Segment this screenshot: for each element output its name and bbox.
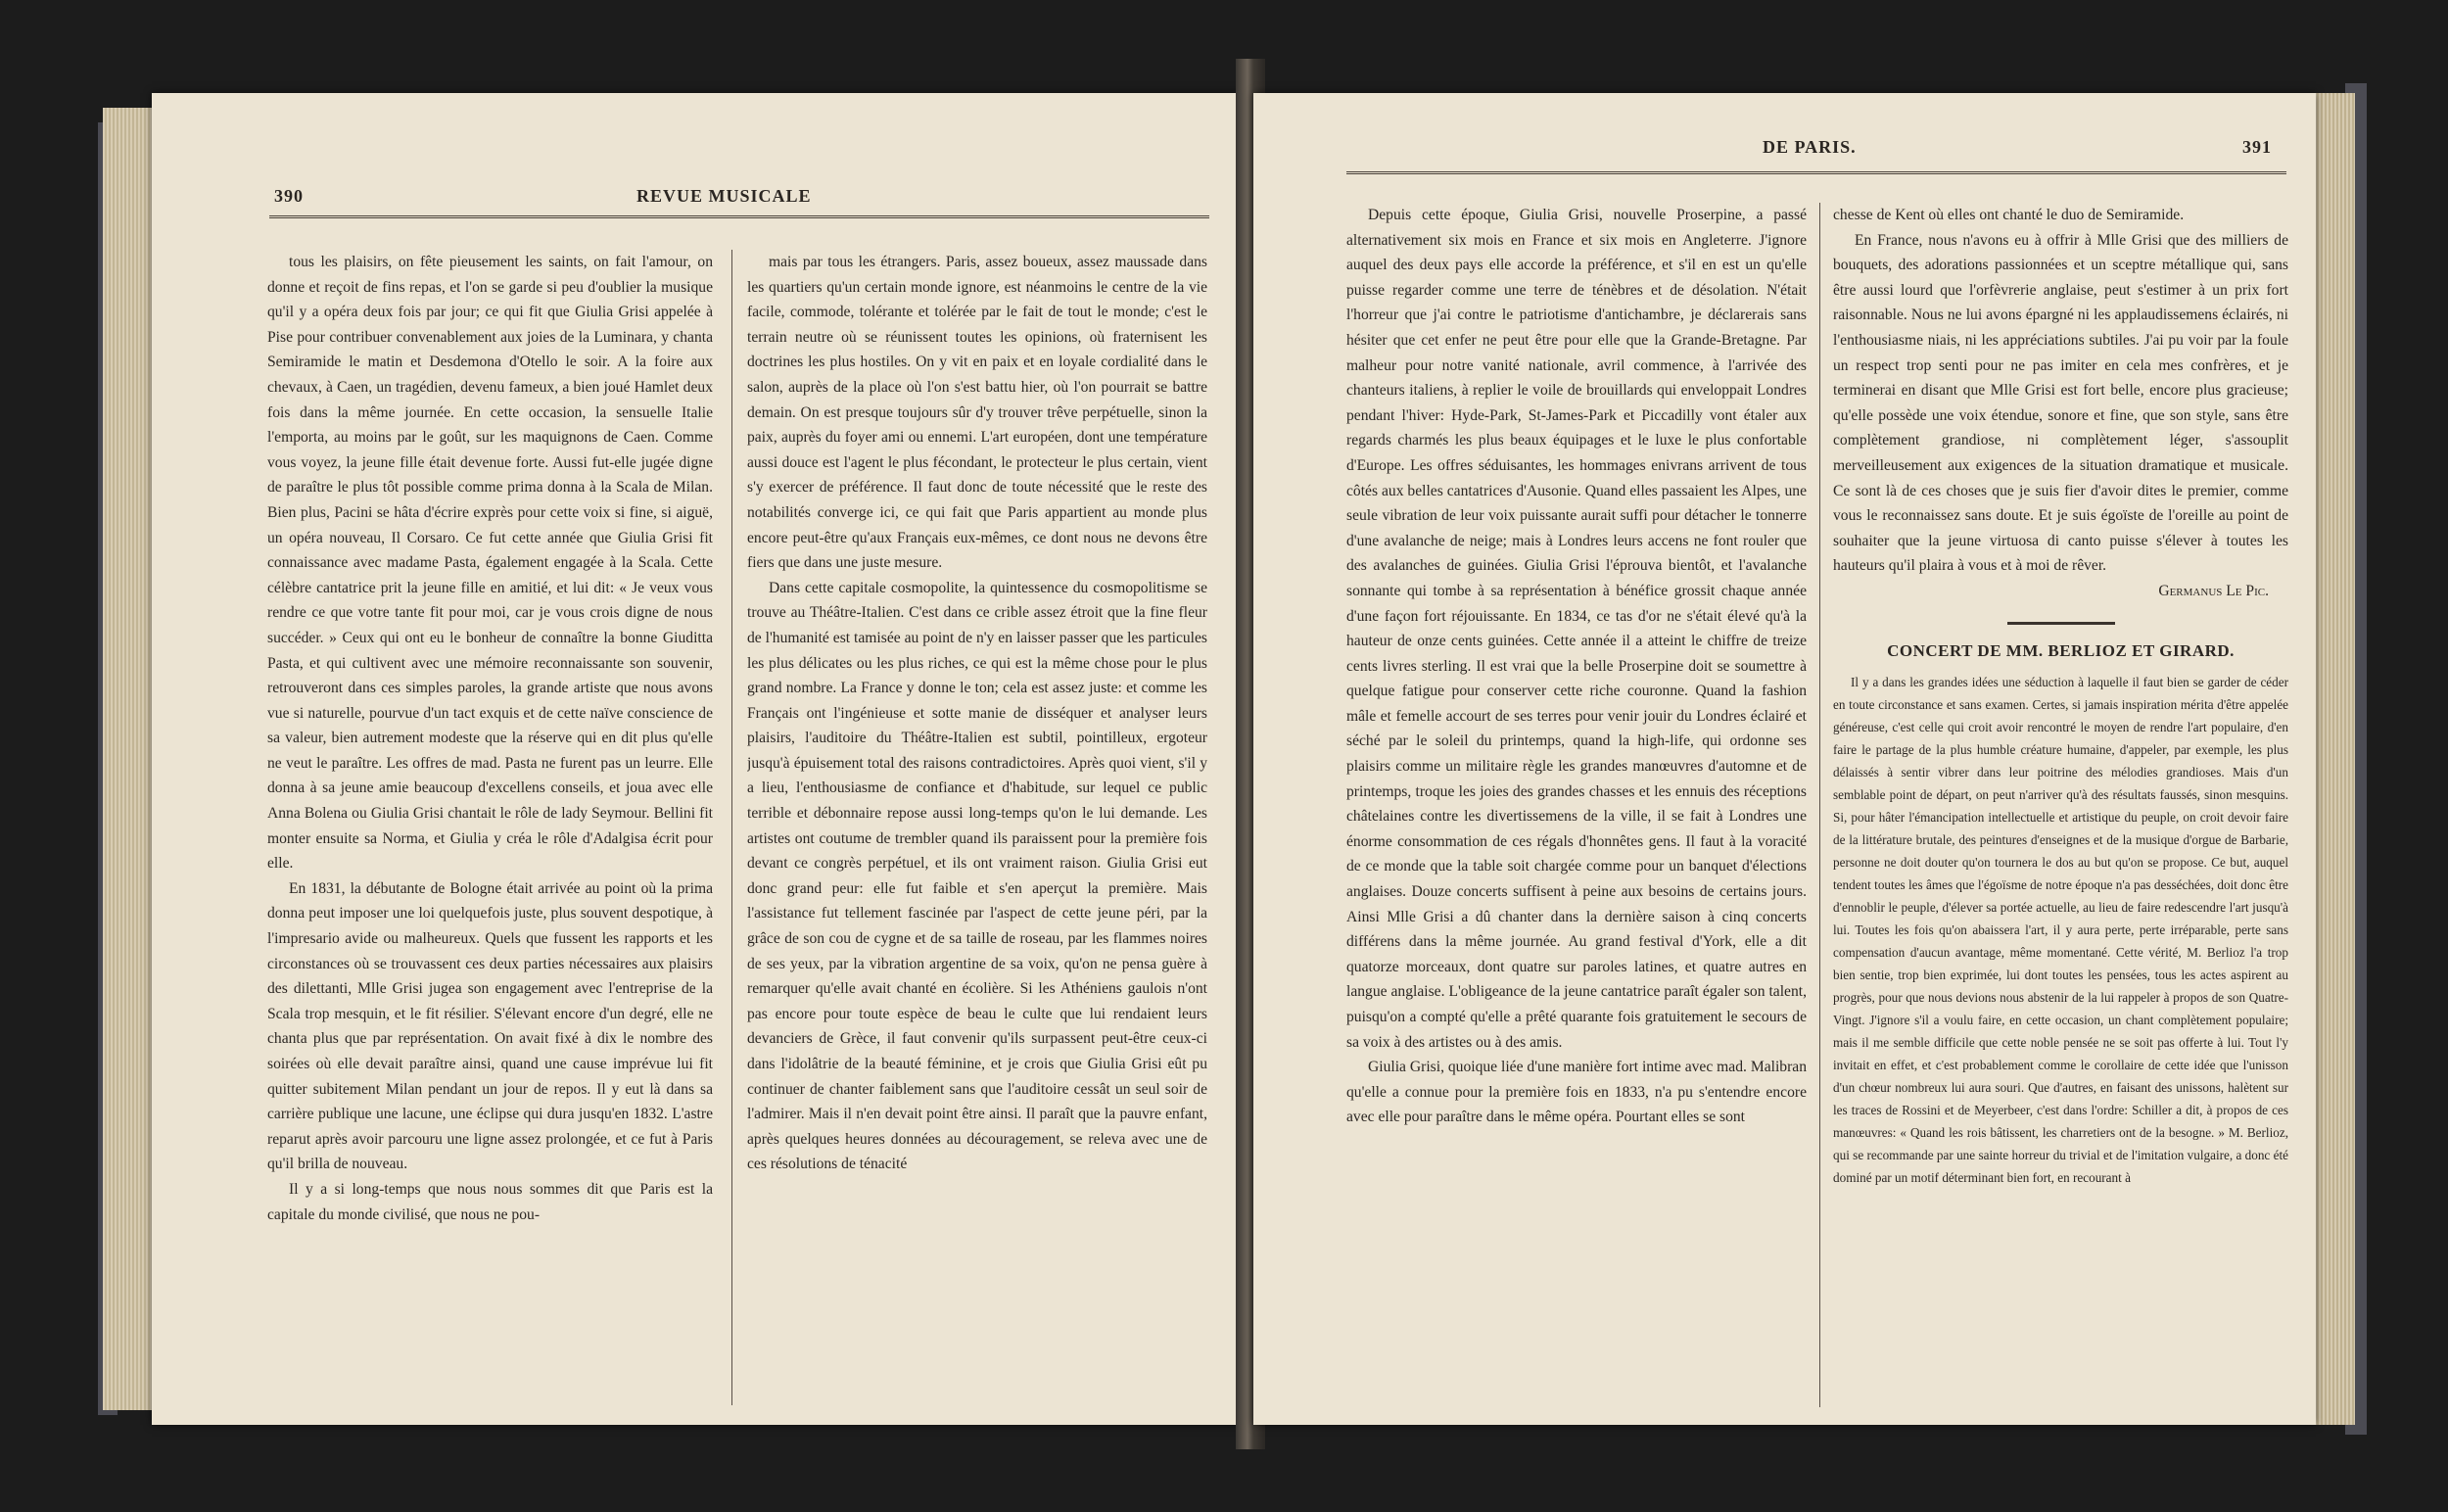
- right-page: [1253, 93, 2316, 1425]
- page-edges-left: [103, 108, 157, 1410]
- article-body: [1833, 671, 2288, 1189]
- article-title: CONCERT DE MM. BERLIOZ ET GIRARD.: [1887, 640, 2235, 660]
- left-page: [152, 93, 1253, 1425]
- paragraph: Giulia Grisi, quoique liée d'une manière fort intime avec mad. Malibran qu'elle a connue pour la première fois en 1833, n'a pu s'entendre encore avec elle pour paraître dans le même opéra. Pourtant elles se sont: [1346, 1059, 1807, 1126]
- paragraph: chesse de Kent où elles ont chanté le duo de Semiramide.: [1833, 207, 2185, 223]
- column-divider: [1819, 203, 1820, 1407]
- page-edges-right: [2311, 93, 2355, 1425]
- left-page-number: 390: [274, 186, 304, 206]
- paragraph: Il y a dans les grandes idées une séduction à laquelle il faut bien se garder de céder en toute circonstance et sans examen. Certes, si jamais inspiration mérita d'être appelée généreuse, c'est celle qui croit avoir rencontré le moyen de rendre l'art populaire, d'en faire le partage de la plus humble créature humaine, d'appeler, par exemple, les plus délaissés à sentir vibrer dans leur poitrine des mélodies grandioses. Mais d'un semblable point de départ, on peut n'arriver qu'à des résultats faussés, sinon mesquins. Si, pour hâter l'émancipation intellectuelle et artistique du peuple, on croit devoir faire de la littérature brutale, des peintures d'enseignes et de la musique d'orgue de Barbarie, personne ne doit douter qu'on tournera le dos au but qu'on se propose. Ce but, auquel tendent toutes les âmes que l'égoïsme de notre époque n'a pas desséchées, doit donc être d'ennoblir le peuple, d'élever sa portée actuelle, au lieu de faire redescendre l'art jusqu'à lui. Toutes les fois qu'on abaissera l'art, il y aura perte, perte irréparable, perte sans compensation d'aucun avantage, même momentané. Cette vérité, M. Berlioz l'a trop bien sentie, trop bien exprimée, lui dont toutes les pensées, tous les actes aspirent au progrès, pour que nous devions nous abstenir de la lui rappeler à propos de son Quatre-Vingt. J'ignore s'il a voulu faire, en cette occasion, un chant complètement populaire; mais il me semble difficile que cette noble pensée ne se soit pas offerte à lui. Tout l'y invitait en effet, et c'est probablement comme le corollaire de cette idée que l'unisson d'un chœur nombreux lui aura souri. Que d'autres, en faisant des unissons, halètent sur les traces de Rossini et de Meyerbeer, c'est dans l'ordre: Schiller a dit, à propos de ces manœuvres: « Quand les rois bâtissent, les charretiers ont de la besogne. » M. Berlioz, qui se recommande par une sainte horreur du trivial et de l'imitation vulgaire, a donc été dominé par un motif déterminant bien fort, en recourant à: [1833, 675, 2288, 1186]
- paragraph: En France, nous n'avons eu à offrir à Mlle Grisi que des milliers de bouquets, des adorations passionnées et un sceptre métallique qui, sans être aussi lourd que l'orfèvrerie anglaise, peut s'estimer à un prix fort raisonnable. Nous ne lui avons épargné ni les applaudissemens éclairés, ni l'enthousiasme niais, ni les appréciations subtiles. J'ai pu voir par la foule un respect trop senti pour ne pas imiter en cela mes confrères, et je terminerai en disant que Mlle Grisi est fort belle, encore plus gracieuse; qu'elle possède une voix étendue, sonore et fine, que son style, sans être complètement grandiose, ni complètement léger, s'assouplit merveilleusement aux exigences de la situation dramatique et musicale. Ce sont là de ces choses que je suis fier d'avoir dites le premier, comme vous le reconnaissez sans doute. Et je suis égoïste de l'oreille au point de souhaiter que la jeune virtuosa di canto puisse s'élever à toutes les hauteurs qu'il plaira à vous et à moi de rêver.: [1833, 231, 2288, 575]
- right-column-2: [1833, 203, 2288, 1407]
- paragraph: tous les plaisirs, on fête pieusement les saints, on fait l'amour, on donne et reçoit de fins repas, et l'on se garde si peu d'oublier la musique qu'il y a opéra deux fois par jour; ce qui fit que Giulia Grisi appelée à Pise pour contribuer convenablement aux joies de la Luminara, y chanta Semiramide le matin et Desdemona d'Otello le soir. A la foire aux chevaux, à Caen, un tragédien, devenu fameux, a bien joué Hamlet deux fois dans la même journée. En cette occasion, la sensuelle Italie l'emporta, au moins par le goût, sur les maquignons de Caen. Comme vous voyez, la jeune fille était devenue forte. Aussi fut-elle jugée digne de paraître le plus tôt possible comme prima donna à la Scala de Milan. Bien plus, Pacini se hâta d'écrire exprès pour cette voix si fine, si aiguë, un opéra nouveau, Il Corsaro. Ce fut cette année que Giulia Grisi fit connaissance avec madame Pasta, également engagée à la Scala. Cette célèbre cantatrice prit la jeune fille en amitié, et lui dit: « Je veux vous rendre ce que votre tante fit pour moi, car je vous crois digne de nous succéder. » Ceux qui ont eu le bonheur de connaître la bonne Giuditta Pasta, et qui cultivent avec une mémoire reconnaissante son souvenir, retrouveront dans ces simples paroles, la grande artiste que nous avons vue si naturelle, pourvue d'un tact exquis et de cette naïve conscience de sa valeur, bien autrement modeste que la réserve qui en dit plus qu'elle ne veut le paraître. Les offres de mad. Pasta ne furent pas un leurre. Elle donna à sa jeune amie beaucoup d'excellens conseils, et joua avec elle Anna Bolena ou Giulia Grisi chantait le rôle de lady Seymour. Bellini fit monter ensuite sa Norma, et Giulia y créa le rôle d'Adalgisa écrit pour elle.: [267, 254, 713, 873]
- section-divider: [2007, 622, 2115, 625]
- left-header-rule: [269, 215, 1209, 218]
- right-running-head: DE PARIS.: [1763, 137, 1857, 157]
- paragraph: En 1831, la débutante de Bologne était arrivée au point où la prima donna peut imposer une loi quelquefois juste, plus souvent despotique, à l'impresario avide ou malheureux. Quels que fussent les rapports et les circonstances où se trouvassent ces deux parties nécessaires aux plaisirs des dilettanti, Mlle Grisi jugea son engagement avec l'entreprise de la Scala trop mesquin, et le fit résilier. S'élevant encore d'un degré, elle ne chanta plus que par représentation. On avait fixé à dix le nombre des soirées où elle devait paraître ainsi, quand une cause imprévue lui fit quitter subitement Milan pendant un jour de repos. Il y eut là dans sa carrière publique une lacune, une éclipse qui dura jusqu'en 1832. L'astre reparut après avoir parcouru une ligne assez prolongée, et ce fut à Paris qu'il brilla de nouveau.: [267, 879, 713, 1173]
- right-header-rule: [1346, 171, 2286, 174]
- paragraph: Depuis cette époque, Giulia Grisi, nouvelle Proserpine, a passé alternativement six mois en France et six mois en Angleterre. J'ignore auquel des deux pays elle accorde la préférence, et s'il en est un qu'elle puisse regarder comme une terre de ténèbres et de désolation. N'était l'horreur que j'ai contre le patriotisme d'antichambre, je déclarerais sans hésiter que cet enfer ne peut être pour elle que la Grande-Bretagne. Par malheur pour notre vanité nationale, avril commence, à l'arrivée des chanteurs italiens, à replier le voile de brouillards qui enveloppait Londres pendant l'hiver: Hyde-Park, St-James-Park et Piccadilly vont étaler aux regards charmés les plus beaux équipages et le luxe le plus confortable d'Europe. Les offres séduisantes, les hommages enivrans arrivent de tous côtés aux belles cantatrices d'Ausonie. Quand elles passaient les Alpes, une seule vibration de leur voix puissante aurait suffi pour détacher le tonnerre d'une avalanche de neige; mais à Londres leurs accens ne font rouler que des avalanches de guinées. Giulia Grisi l'éprouva bientôt, et l'avalanche sonnante qui tombe à sa représentation à bénéfice grossit chaque année d'une façon fort réjouissante. En 1834, ce tas d'or ne s'était élevé qu'à la hauteur de onze cents guinées. Cette année il a atteint le chiffre de treize cents livres sterling. Il est vrai que la belle Proserpine doit se soumettre à quelque fatigue pour conserver cette riche couronne. Quand la fashion mâle et femelle accourt de ses terres pour venir jouir du Londres éclairé et séché par le soleil du printemps, quand la high-life, qui ordonne ses plaisirs comme un militaire règle les grandes manœuvres d'automne et de printemps, troque les joies des grandes chasses et les ennuis des réceptions châtelaines contre les divertissemens de la ville, il se fait à Londres une énorme consommation de ces régals d'honnêtes gens. Il faut à la voracité de ce monde que la table soit chargée comme pour un banquet d'élections anglaises. Douze concerts suffisent à peine aux besoins de certains jours. Ainsi Mlle Grisi a dû chanter dans la dernière saison à cinq concerts différens dans la même journée. Au grand festival d'York, elle a dit quatorze morceaux, dont quatre sur paroles latines, et quatre autres en langue anglaise. L'obligeance de la jeune cantatrice paraît égaler son talent, puisqu'on a compté qu'elle a prêté quarante fois gratuitement le secours de sa voix à des artistes ou à des amis.: [1346, 207, 1807, 1051]
- column-divider: [731, 250, 732, 1405]
- paragraph: mais par tous les étrangers. Paris, assez boueux, assez maussade dans les quartiers qu'un certain monde ignore, est néanmoins le centre de la vie facile, commode, tolérante et tolérée par le fait de tout le monde; c'est le terrain neutre où se réunissent toutes les opinions, où fraternisent les doctrines les plus hostiles. On y vit en paix et en loyale cordialité dans le salon, auprès de la place où l'on s'est battu hier, où l'on pourrait se battre demain. On est presque toujours sûr d'y trouver trêve perpétuelle, sinon la paix, auprès du foyer ami ou ennemi. L'art européen, dont une température aussi douce est l'agent le plus fécondant, le protecteur le plus certain, vient s'y exercer de préférence. Il faut donc de toute nécessité que le reste des notabilités converge ici, ce qui fait que Paris appartient au monde plus encore peut-être qu'aux Français eux-mêmes, ce dont nous ne devons être fiers que dans une juste mesure.: [747, 254, 1207, 572]
- author-signature: Germanus Le Pic.: [2158, 582, 2269, 599]
- right-column-1: [1346, 203, 1807, 1407]
- paragraph: Dans cette capitale cosmopolite, la quintessence du cosmopolitisme se trouve au Théâtre-Italien. C'est dans ce crible assez étroit que la fine fleur de l'humanité est tamisée au point de n'y en laisser passer que les particules les plus délicates ou les plus riches, ce qui est la même chose pour le plus grand nombre. La France y donne le ton; cela est assez juste: et comme les Français ont l'ingénieuse et sotte manie de disséquer et analyser leurs plaisirs, l'auditoire du Théâtre-Italien est subtil, pointilleux, ergoteur jusqu'à épuisement total des raisons contradictoires. Après quoi vient, s'il y a lieu, l'enthousiasme de confiance et d'habitude, sur lequel ce public terrible et débonnaire repose aussi long-temps qu'on le lui demande. Les artistes ont coutume de trembler quand ils paraissent pour la première fois devant ce congrès perpétuel, et ils ont vraiment raison. Giulia Grisi eut donc grand peur: elle fut faible et s'en aperçut la première. Mais l'assistance fut tellement fascinée par l'aspect de cette jeune péri, par la grâce de son cou de cygne et de sa taille de roseau, par les flammes noires de ses yeux, par la vibration argentine de sa voix, qu'on ne pensa guère à remarquer qu'elle avait chanté en écolière. Si les Athéniens gaulois n'ont pas encore pour toute espèce de beau le culte que lui rendaient leurs devanciers de Grèce, il faut convenir qu'ils surpassent peut-être ceux-ci dans l'idolâtrie de la beauté féminine, et je crois que Giulia Grisi eût pu continuer de chanter faiblement sans que l'auditoire cessât un seul soir de l'admirer. Mais il n'en devait point être ainsi. Il paraît que la pauvre enfant, après quelques heures données au découragement, se releva avec une de ces résolutions de ténacité: [747, 579, 1207, 1173]
- left-column-1: [267, 250, 713, 1405]
- right-page-number: 391: [2242, 137, 2272, 157]
- left-running-head: REVUE MUSICALE: [636, 186, 812, 206]
- left-column-2: [747, 250, 1207, 1405]
- paragraph: Il y a si long-temps que nous nous sommes dit que Paris est la capitale du monde civilisé, que nous ne pou-: [267, 1180, 713, 1223]
